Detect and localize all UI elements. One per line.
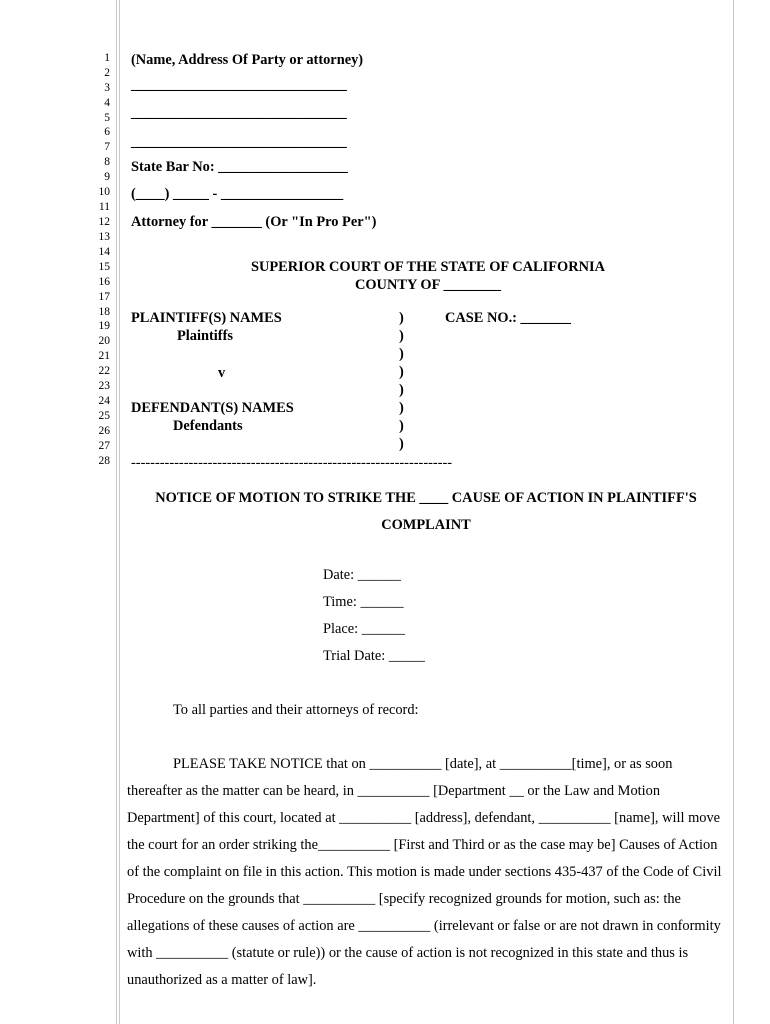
line-number: 28 [98,455,110,467]
line-number: 25 [98,410,110,422]
caption-paren: ) [399,346,404,362]
line-number: 27 [98,440,110,452]
line-number: 3 [104,82,110,94]
defendants-names: DEFENDANT(S) NAMES [131,400,294,416]
line-number: 15 [98,261,110,273]
line-number: 2 [104,67,110,79]
line-number: 23 [98,380,110,392]
line-number: 21 [98,350,110,362]
court-name: SUPERIOR COURT OF THE STATE OF CALIFORNIA [251,259,605,275]
caption-paren: ) [399,328,404,344]
line-number: 4 [104,97,110,109]
line-number: 6 [104,126,110,138]
party-blank-2: ______________________________ [131,105,347,121]
hearing-date: Date: ______ [323,567,401,583]
caption-paren: ) [399,310,404,326]
line-number: 9 [104,171,110,183]
left-margin-rule-inner [119,0,120,1024]
line-number: 12 [98,216,110,228]
hearing-time: Time: ______ [323,594,404,610]
line-number: 14 [98,246,110,258]
line-number: 7 [104,141,110,153]
state-bar-number: State Bar No: __________________ [131,159,348,175]
party-blank-1: ______________________________ [131,77,347,93]
line-number: 24 [98,395,110,407]
case-number: CASE NO.: _______ [445,310,571,326]
defendants-label: Defendants [173,418,243,434]
line-number: 11 [98,201,110,213]
line-number: 26 [98,425,110,437]
line-number: 8 [104,156,110,168]
salutation: To all parties and their attorneys of record: [173,702,419,718]
caption-paren: ) [399,400,404,416]
line-number: 22 [98,365,110,377]
hearing-place: Place: ______ [323,621,405,637]
left-margin-rule-outer [116,0,117,1024]
line-number: 17 [98,291,110,303]
line-number: 1 [104,52,110,64]
caption-paren: ) [399,382,404,398]
versus: v [218,365,226,381]
line-number: 10 [98,186,110,198]
line-number: 13 [98,231,110,243]
line-number: 18 [98,306,110,318]
line-number: 5 [104,112,110,124]
plaintiffs-label: Plaintiffs [177,328,233,344]
caption-paren: ) [399,418,404,434]
trial-date: Trial Date: _____ [323,648,425,664]
line-number: 20 [98,335,110,347]
document-title-line-2: COMPLAINT [381,517,471,533]
attorney-for: Attorney for _______ (Or "In Pro Per") [131,214,377,230]
caption-paren: ) [399,436,404,452]
court-county: COUNTY OF ________ [354,277,502,293]
line-number: 19 [98,320,110,332]
caption-divider: ------------------------------------------------------------------- [131,455,453,471]
party-heading: (Name, Address Of Party or attorney) [131,52,364,68]
document-title-line-1: NOTICE OF MOTION TO STRIKE THE ____ CAUSE OF ACTION IN PLAINTIFF'S [155,490,697,506]
caption-paren: ) [399,364,404,380]
party-blank-3: ______________________________ [131,134,347,150]
phone-number: (____) _____ - _________________ [131,186,344,202]
right-margin-rule [733,0,734,1024]
line-number: 16 [98,276,110,288]
notice-paragraph: PLEASE TAKE NOTICE that on __________ [date], at __________[time], or as soon thereafter as the matter can be heard, in __________ [Department __ or the Law and Motion Department] of this court, located at __________ [address], defendant, __________ [name], will move the court for an order striking the__________ [First and Third or as the case may be] Causes of Action of the complaint on file in this action. This motion is made under sections 435-437 of the Code of Civil Procedure on the grounds that __________ [specify recognized grounds for motion, such as: the allegations of these causes of action are __________ (irrelevant or false or are not drawn in conformity with __________ (statute or rule)) or the cause of action is not recognized in this state and thus is unauthorized as a matter of law]. [127,756,722,988]
plaintiffs-names: PLAINTIFF(S) NAMES [131,310,282,326]
